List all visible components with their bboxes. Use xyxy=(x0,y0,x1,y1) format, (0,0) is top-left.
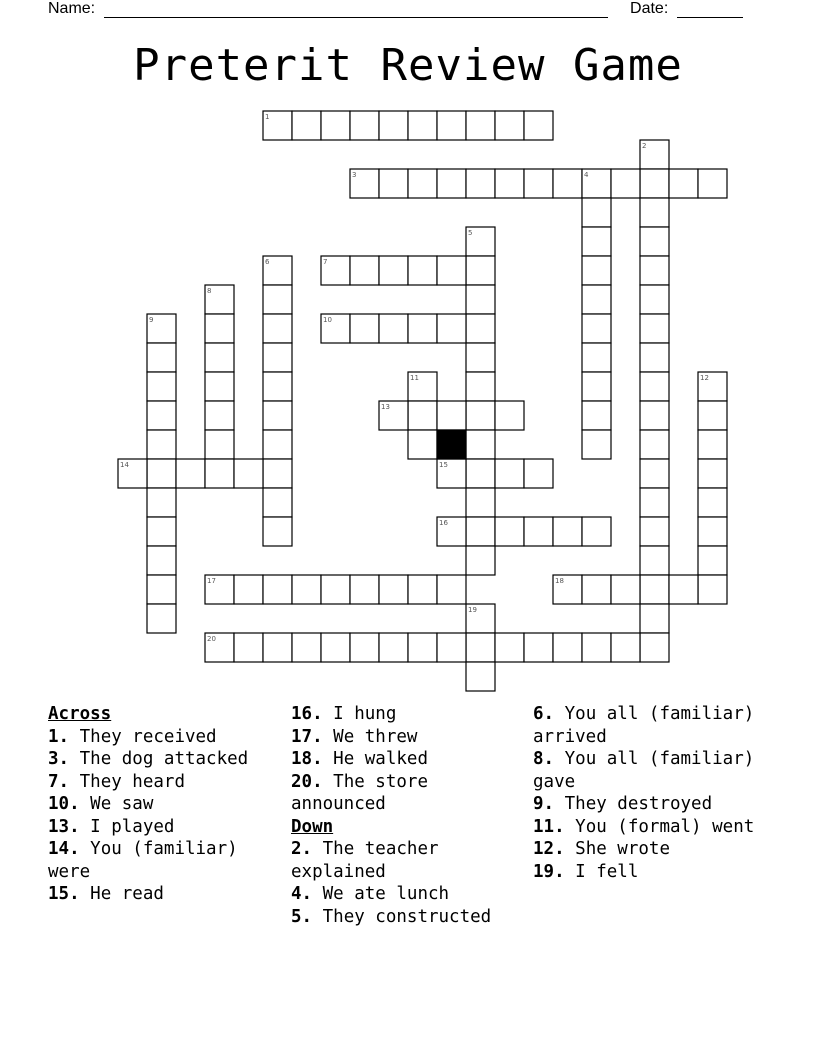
grid-cell[interactable] xyxy=(466,285,495,314)
name-label: Name: xyxy=(48,0,96,17)
down-clue-5: 5. They constructed xyxy=(291,906,492,927)
grid-cell[interactable] xyxy=(524,111,553,140)
grid-cell[interactable] xyxy=(669,169,698,198)
grid-cell[interactable] xyxy=(466,633,495,662)
grid-cell[interactable] xyxy=(263,633,292,662)
grid-cell[interactable] xyxy=(379,111,408,140)
grid-cell[interactable] xyxy=(147,546,176,575)
grid-cell[interactable] xyxy=(350,633,379,662)
grid-cell[interactable] xyxy=(524,459,553,488)
clue-number-label: 8 xyxy=(207,287,212,295)
grid-cell[interactable] xyxy=(582,227,611,256)
grid-cell[interactable] xyxy=(205,459,234,488)
grid-cell[interactable] xyxy=(147,430,176,459)
across-clue-20: 20. The store announced xyxy=(291,771,428,814)
grid-cell[interactable] xyxy=(698,430,727,459)
grid-cell[interactable] xyxy=(321,633,350,662)
grid-cell[interactable] xyxy=(466,314,495,343)
grid-cell[interactable] xyxy=(524,517,553,546)
grid-cell[interactable] xyxy=(263,488,292,517)
clues-column-3 xyxy=(533,703,769,883)
grid-cell[interactable] xyxy=(263,343,292,372)
black-cell xyxy=(437,430,466,459)
date-label: Date: xyxy=(630,0,669,17)
grid-cell[interactable] xyxy=(379,575,408,604)
across-clue-3: 3. The dog attacked xyxy=(48,749,249,769)
grid-cell[interactable] xyxy=(495,401,524,430)
down-clue-8: 8. You all (familiar) gave xyxy=(533,749,755,792)
grid-cell[interactable] xyxy=(582,285,611,314)
down-clue-4: 4. We ate lunch xyxy=(291,884,450,904)
grid-cell[interactable] xyxy=(437,169,466,198)
grid-cell[interactable] xyxy=(263,430,292,459)
grid-cell[interactable] xyxy=(466,169,495,198)
grid-cell[interactable] xyxy=(437,111,466,140)
grid-cell[interactable] xyxy=(466,111,495,140)
grid-cell[interactable] xyxy=(611,633,640,662)
grid-cell[interactable] xyxy=(582,372,611,401)
grid-cell[interactable] xyxy=(640,227,669,256)
grid-cell[interactable] xyxy=(292,633,321,662)
grid-cell[interactable] xyxy=(263,285,292,314)
down-clue-9: 9. They destroyed xyxy=(533,794,713,814)
grid-cell[interactable] xyxy=(466,256,495,285)
grid-cell[interactable] xyxy=(234,633,263,662)
clue-number-label: 1 xyxy=(265,113,270,121)
grid-cell[interactable] xyxy=(640,401,669,430)
clue-number-label: 7 xyxy=(323,258,328,266)
clue-number-label: 9 xyxy=(149,316,154,324)
grid-cell[interactable] xyxy=(437,314,466,343)
grid-cell[interactable] xyxy=(582,198,611,227)
grid-cell[interactable] xyxy=(640,169,669,198)
clue-number-label: 16 xyxy=(439,519,448,527)
grid-cell[interactable] xyxy=(698,517,727,546)
grid-cell[interactable] xyxy=(611,169,640,198)
grid-cell[interactable] xyxy=(234,575,263,604)
grid-cell[interactable] xyxy=(640,517,669,546)
grid-cell[interactable] xyxy=(350,575,379,604)
grid-cell[interactable] xyxy=(379,169,408,198)
across-clue-18: 18. He walked xyxy=(291,749,428,769)
grid-cell[interactable] xyxy=(524,169,553,198)
grid-cell[interactable] xyxy=(553,633,582,662)
grid-cell[interactable] xyxy=(698,488,727,517)
grid-cell[interactable] xyxy=(466,488,495,517)
grid-cell[interactable] xyxy=(350,111,379,140)
grid-cell[interactable] xyxy=(466,401,495,430)
grid-cell[interactable] xyxy=(640,430,669,459)
grid-cell[interactable] xyxy=(698,546,727,575)
grid-cell[interactable] xyxy=(147,343,176,372)
down-clue-6: 6. You all (familiar) arrived xyxy=(533,704,755,747)
grid-cell[interactable] xyxy=(147,575,176,604)
grid-cell[interactable] xyxy=(495,517,524,546)
grid-cell[interactable] xyxy=(582,575,611,604)
grid-cell[interactable] xyxy=(466,546,495,575)
grid-cell[interactable] xyxy=(350,256,379,285)
grid-cell[interactable] xyxy=(408,169,437,198)
page-title: Preterit Review Game xyxy=(133,40,683,91)
clue-number-label: 10 xyxy=(323,316,332,324)
grid-cell[interactable] xyxy=(495,459,524,488)
clue-number-label: 5 xyxy=(468,229,473,237)
grid-cell[interactable] xyxy=(611,575,640,604)
grid-cell[interactable] xyxy=(379,314,408,343)
grid-cell[interactable] xyxy=(466,430,495,459)
grid-cell[interactable] xyxy=(147,604,176,633)
grid-cell[interactable] xyxy=(640,285,669,314)
grid-cell[interactable] xyxy=(466,459,495,488)
clue-number-label: 11 xyxy=(410,374,419,382)
across-clue-1: 1. They received xyxy=(48,726,217,747)
grid-cell[interactable] xyxy=(582,517,611,546)
across-clue-7: 7. They heard xyxy=(48,771,185,792)
grid-cell[interactable] xyxy=(698,169,727,198)
clue-number-label: 14 xyxy=(120,461,129,469)
grid-cell[interactable] xyxy=(408,111,437,140)
grid-cell[interactable] xyxy=(205,401,234,430)
clue-number-label: 17 xyxy=(207,577,216,585)
grid-cell[interactable] xyxy=(698,575,727,604)
grid-cell[interactable] xyxy=(263,401,292,430)
down-clue-12: 12. She wrote xyxy=(533,839,670,859)
clue-number-label: 20 xyxy=(207,635,216,643)
grid-cell[interactable] xyxy=(147,459,176,488)
grid-cell[interactable] xyxy=(205,314,234,343)
grid-cell[interactable] xyxy=(263,372,292,401)
grid-cell[interactable] xyxy=(553,169,582,198)
grid-cell[interactable] xyxy=(669,575,698,604)
grid-cell[interactable] xyxy=(263,517,292,546)
grid-cell[interactable] xyxy=(495,111,524,140)
grid-cell[interactable] xyxy=(147,372,176,401)
grid-cell[interactable] xyxy=(640,633,669,662)
grid-cell[interactable] xyxy=(263,575,292,604)
grid-cell[interactable] xyxy=(640,604,669,633)
clue-number-label: 3 xyxy=(352,171,357,179)
grid-cell[interactable] xyxy=(640,488,669,517)
grid-cell[interactable] xyxy=(582,314,611,343)
clues-column-1 xyxy=(48,703,284,906)
grid-cell[interactable] xyxy=(698,459,727,488)
grid-cell[interactable] xyxy=(408,575,437,604)
grid-cell[interactable] xyxy=(582,343,611,372)
grid-cell[interactable] xyxy=(495,169,524,198)
grid-cell[interactable] xyxy=(466,517,495,546)
grid-cell[interactable] xyxy=(466,372,495,401)
grid-cell[interactable] xyxy=(292,111,321,140)
across-clue-17: 17. We threw xyxy=(291,726,418,747)
clues-column-2 xyxy=(291,703,527,928)
clue-number-label: 13 xyxy=(381,403,390,411)
grid-cell[interactable] xyxy=(582,633,611,662)
grid-cell[interactable] xyxy=(437,633,466,662)
grid-cell[interactable] xyxy=(408,633,437,662)
grid-cell[interactable] xyxy=(495,633,524,662)
down-clue-19: 19. I fell xyxy=(533,861,639,882)
grid-cell[interactable] xyxy=(321,111,350,140)
grid-cell[interactable] xyxy=(408,256,437,285)
grid-cell[interactable] xyxy=(640,459,669,488)
grid-cell[interactable] xyxy=(176,459,205,488)
grid-cell[interactable] xyxy=(350,314,379,343)
grid-cell[interactable] xyxy=(640,314,669,343)
grid-cell[interactable] xyxy=(640,198,669,227)
grid-cell[interactable] xyxy=(408,314,437,343)
grid-cell[interactable] xyxy=(205,372,234,401)
grid-cell[interactable] xyxy=(263,459,292,488)
across-clue-13: 13. I played xyxy=(48,816,175,837)
across-clue-10: 10. We saw xyxy=(48,794,154,814)
grid-cell[interactable] xyxy=(408,430,437,459)
grid-cell[interactable] xyxy=(640,546,669,575)
grid-cell[interactable] xyxy=(640,575,669,604)
grid-cell[interactable] xyxy=(379,633,408,662)
grid-cell[interactable] xyxy=(437,256,466,285)
grid-cell[interactable] xyxy=(147,517,176,546)
clue-number-label: 4 xyxy=(584,171,589,179)
clue-number-label: 19 xyxy=(468,606,477,614)
across-clue-16: 16. I hung xyxy=(291,704,397,724)
grid-cell[interactable] xyxy=(408,401,437,430)
grid-cell[interactable] xyxy=(553,517,582,546)
grid-cell[interactable] xyxy=(640,256,669,285)
grid-cell[interactable] xyxy=(147,488,176,517)
grid-cell[interactable] xyxy=(582,430,611,459)
grid-cell[interactable] xyxy=(379,256,408,285)
grid-cell[interactable] xyxy=(205,343,234,372)
grid-cell[interactable] xyxy=(640,372,669,401)
down-heading: Down xyxy=(291,816,334,837)
clue-number-label: 15 xyxy=(439,461,448,469)
grid-cell[interactable] xyxy=(437,575,466,604)
grid-cell[interactable] xyxy=(205,430,234,459)
grid-cell[interactable] xyxy=(524,633,553,662)
grid-cell[interactable] xyxy=(582,256,611,285)
grid-cell[interactable] xyxy=(234,459,263,488)
grid-cell[interactable] xyxy=(437,401,466,430)
grid-cell[interactable] xyxy=(466,662,495,691)
across-clue-14: 14. You (familiar) were xyxy=(48,839,238,882)
grid-cell[interactable] xyxy=(640,343,669,372)
across-heading: Across xyxy=(48,704,112,724)
grid-cell[interactable] xyxy=(321,575,350,604)
grid-cell[interactable] xyxy=(147,401,176,430)
grid-cell[interactable] xyxy=(582,401,611,430)
clue-number-label: 6 xyxy=(265,258,270,266)
clue-number-label: 12 xyxy=(700,374,709,382)
clue-number-label: 18 xyxy=(555,577,564,585)
across-clue-15: 15. He read xyxy=(48,884,164,904)
grid-cell[interactable] xyxy=(292,575,321,604)
down-clue-11: 11. You (formal) went xyxy=(533,816,755,837)
grid-cell[interactable] xyxy=(263,314,292,343)
clue-number-label: 2 xyxy=(642,142,647,150)
down-clue-2: 2. The teacher explained xyxy=(291,839,439,882)
grid-cell[interactable] xyxy=(698,401,727,430)
grid-cell[interactable] xyxy=(466,343,495,372)
